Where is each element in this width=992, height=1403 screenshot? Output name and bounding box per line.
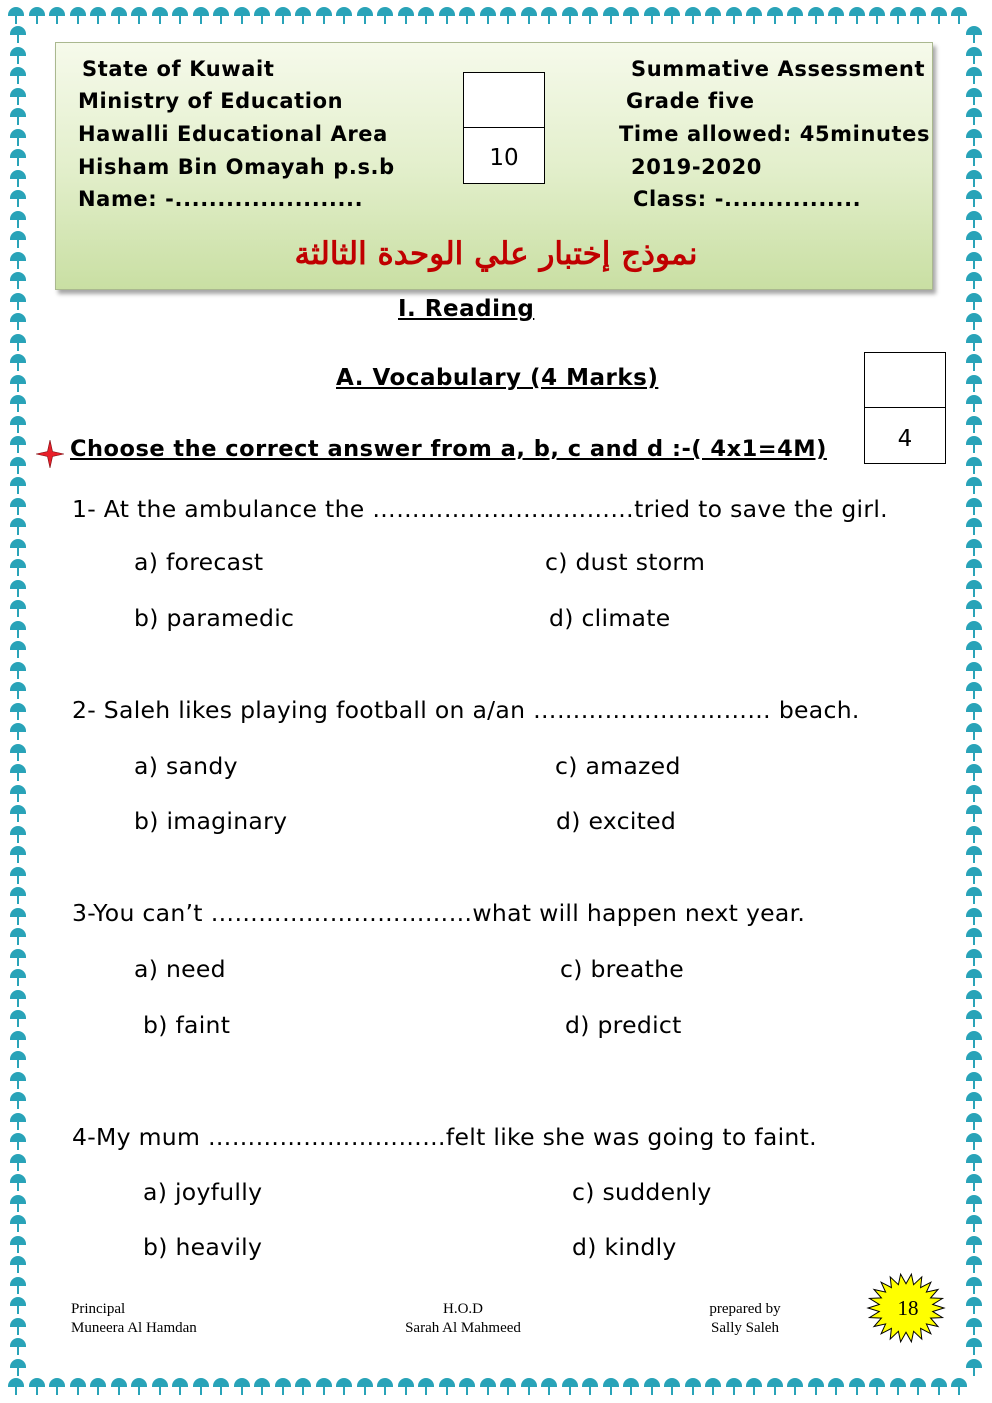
umbrella-border-icon — [70, 7, 86, 25]
umbrella-border-icon — [966, 67, 982, 85]
umbrella-border-icon — [10, 518, 26, 536]
page-number-badge — [858, 1272, 950, 1344]
umbrella-border-icon — [10, 498, 26, 516]
umbrella-border-icon — [787, 1378, 803, 1396]
umbrella-border-icon — [398, 7, 414, 25]
umbrella-border-icon — [193, 7, 209, 25]
score-divider — [865, 407, 945, 408]
umbrella-border-icon — [685, 7, 701, 25]
arabic-title: نموذج إختبار علي الوحدة الثالثة — [294, 236, 698, 272]
umbrella-border-icon — [10, 1072, 26, 1090]
umbrella-border-icon — [966, 457, 982, 475]
vocabulary-score-box[interactable] — [864, 352, 946, 464]
q3-option-a[interactable]: a) need — [134, 955, 226, 983]
umbrella-border-icon — [966, 498, 982, 516]
umbrella-border-icon — [10, 703, 26, 721]
umbrella-border-icon — [521, 1378, 537, 1396]
umbrella-border-icon — [10, 47, 26, 65]
header-school: Hisham Bin Omayah p.s.b — [78, 155, 395, 179]
question-2: 2- Saleh likes playing football on a/an ………………………… beach. — [72, 696, 860, 724]
page-border-left — [8, 26, 28, 1377]
umbrella-border-icon — [10, 457, 26, 475]
umbrella-border-icon — [295, 1378, 311, 1396]
umbrella-border-icon — [10, 908, 26, 926]
q2-option-a[interactable]: a) sandy — [134, 752, 238, 780]
umbrella-border-icon — [377, 7, 393, 25]
umbrella-border-icon — [10, 1195, 26, 1213]
umbrella-border-icon — [10, 559, 26, 577]
umbrella-border-icon — [418, 1378, 434, 1396]
q2-option-b[interactable]: b) imaginary — [134, 807, 288, 835]
umbrella-border-icon — [10, 272, 26, 290]
umbrella-border-icon — [808, 1378, 824, 1396]
umbrella-border-icon — [966, 539, 982, 557]
umbrella-border-icon — [623, 1378, 639, 1396]
umbrella-border-icon — [49, 1378, 65, 1396]
header-grade: Grade five — [626, 89, 755, 113]
q1-option-c[interactable]: c) dust storm — [545, 548, 706, 576]
umbrella-border-icon — [10, 580, 26, 598]
umbrella-border-icon — [10, 1174, 26, 1192]
umbrella-border-icon — [10, 682, 26, 700]
umbrella-border-icon — [828, 1378, 844, 1396]
umbrella-border-icon — [357, 7, 373, 25]
umbrella-border-icon — [966, 129, 982, 147]
umbrella-border-icon — [582, 1378, 598, 1396]
umbrella-border-icon — [746, 7, 762, 25]
umbrella-border-icon — [966, 26, 982, 44]
umbrella-border-icon — [10, 313, 26, 331]
umbrella-border-icon — [541, 1378, 557, 1396]
umbrella-border-icon — [377, 1378, 393, 1396]
umbrella-border-icon — [10, 1318, 26, 1336]
umbrella-border-icon — [10, 1297, 26, 1315]
umbrella-border-icon — [10, 826, 26, 844]
umbrella-border-icon — [685, 1378, 701, 1396]
umbrella-border-icon — [10, 621, 26, 639]
umbrella-border-icon — [10, 785, 26, 803]
umbrella-border-icon — [541, 7, 557, 25]
umbrella-border-icon — [705, 1378, 721, 1396]
umbrella-border-icon — [500, 1378, 516, 1396]
umbrella-border-icon — [500, 7, 516, 25]
umbrella-border-icon — [966, 949, 982, 967]
umbrella-border-icon — [966, 211, 982, 229]
umbrella-border-icon — [623, 7, 639, 25]
umbrella-border-icon — [966, 518, 982, 536]
umbrella-border-icon — [10, 1359, 26, 1377]
umbrella-border-icon — [951, 7, 967, 25]
umbrella-border-icon — [966, 88, 982, 106]
umbrella-border-icon — [10, 723, 26, 741]
umbrella-border-icon — [10, 1277, 26, 1295]
umbrella-border-icon — [890, 1378, 906, 1396]
umbrella-border-icon — [966, 621, 982, 639]
umbrella-border-icon — [664, 7, 680, 25]
umbrella-border-icon — [890, 7, 906, 25]
umbrella-border-icon — [966, 272, 982, 290]
q4-option-b[interactable]: b) heavily — [143, 1233, 263, 1261]
umbrella-border-icon — [10, 190, 26, 208]
umbrella-border-icon — [10, 744, 26, 762]
umbrella-border-icon — [275, 1378, 291, 1396]
umbrella-border-icon — [10, 354, 26, 372]
umbrella-border-icon — [275, 7, 291, 25]
umbrella-border-icon — [966, 641, 982, 659]
umbrella-border-icon — [10, 600, 26, 618]
umbrella-border-icon — [10, 1256, 26, 1274]
class-field[interactable]: Class: -................ — [633, 187, 862, 211]
umbrella-border-icon — [459, 1378, 475, 1396]
umbrella-border-icon — [336, 7, 352, 25]
umbrella-border-icon — [10, 129, 26, 147]
q3-option-b[interactable]: b) faint — [143, 1011, 231, 1039]
umbrella-border-icon — [966, 170, 982, 188]
umbrella-border-icon — [966, 47, 982, 65]
principal-title: Principal — [71, 1301, 126, 1317]
header-assessment: Summative Assessment — [631, 57, 926, 81]
umbrella-border-icon — [10, 26, 26, 44]
umbrella-border-icon — [10, 149, 26, 167]
star-bullet-icon — [36, 440, 64, 468]
umbrella-border-icon — [705, 7, 721, 25]
umbrella-border-icon — [10, 641, 26, 659]
q1-option-d[interactable]: d) climate — [549, 604, 671, 632]
umbrella-border-icon — [664, 1378, 680, 1396]
question-1: 1- At the ambulance the ……………………………tried to save the girl. — [72, 495, 888, 523]
umbrella-border-icon — [459, 7, 475, 25]
footer-hod — [398, 1300, 528, 1338]
umbrella-border-icon — [966, 1031, 982, 1049]
umbrella-border-icon — [966, 477, 982, 495]
umbrella-border-icon — [603, 7, 619, 25]
umbrella-border-icon — [966, 108, 982, 126]
umbrella-border-icon — [966, 1092, 982, 1110]
umbrella-border-icon — [966, 1133, 982, 1151]
umbrella-border-icon — [966, 908, 982, 926]
umbrella-border-icon — [767, 1378, 783, 1396]
umbrella-border-icon — [966, 1051, 982, 1069]
umbrella-border-icon — [398, 1378, 414, 1396]
umbrella-border-icon — [910, 7, 926, 25]
umbrella-border-icon — [966, 846, 982, 864]
umbrella-border-icon — [10, 969, 26, 987]
umbrella-border-icon — [966, 1072, 982, 1090]
umbrella-border-icon — [582, 7, 598, 25]
umbrella-border-icon — [234, 7, 250, 25]
umbrella-border-icon — [70, 1378, 86, 1396]
umbrella-border-icon — [966, 1215, 982, 1233]
umbrella-border-icon — [172, 1378, 188, 1396]
umbrella-border-icon — [10, 1031, 26, 1049]
umbrella-border-icon — [234, 1378, 250, 1396]
umbrella-border-icon — [966, 395, 982, 413]
umbrella-border-icon — [336, 1378, 352, 1396]
umbrella-border-icon — [966, 1236, 982, 1254]
umbrella-border-icon — [10, 108, 26, 126]
umbrella-border-icon — [787, 7, 803, 25]
umbrella-border-icon — [521, 7, 537, 25]
umbrella-border-icon — [966, 764, 982, 782]
umbrella-border-icon — [10, 846, 26, 864]
umbrella-border-icon — [131, 7, 147, 25]
umbrella-border-icon — [10, 1092, 26, 1110]
hod-name: Sarah Al Mahmeed — [405, 1320, 521, 1336]
umbrella-border-icon — [439, 7, 455, 25]
umbrella-border-icon — [10, 211, 26, 229]
umbrella-border-icon — [966, 682, 982, 700]
umbrella-border-icon — [966, 190, 982, 208]
umbrella-border-icon — [966, 785, 982, 803]
q1-option-a[interactable]: a) forecast — [134, 548, 264, 576]
umbrella-border-icon — [316, 1378, 332, 1396]
hod-title: H.O.D — [443, 1301, 483, 1317]
umbrella-border-icon — [10, 539, 26, 557]
umbrella-border-icon — [10, 334, 26, 352]
umbrella-border-icon — [966, 826, 982, 844]
umbrella-border-icon — [10, 1338, 26, 1356]
umbrella-border-icon — [966, 600, 982, 618]
header-ministry: Ministry of Education — [78, 89, 344, 113]
umbrella-border-icon — [10, 990, 26, 1008]
umbrella-border-icon — [966, 334, 982, 352]
q4-option-c[interactable]: c) suddenly — [572, 1178, 712, 1206]
umbrella-border-icon — [10, 67, 26, 85]
footer-prepared — [700, 1300, 790, 1338]
umbrella-border-icon — [10, 949, 26, 967]
umbrella-border-icon — [29, 7, 45, 25]
umbrella-border-icon — [213, 1378, 229, 1396]
umbrella-border-icon — [966, 1195, 982, 1213]
umbrella-border-icon — [254, 1378, 270, 1396]
umbrella-border-icon — [480, 1378, 496, 1396]
q3-option-d[interactable]: d) predict — [565, 1011, 682, 1039]
umbrella-border-icon — [644, 7, 660, 25]
umbrella-border-icon — [357, 1378, 373, 1396]
umbrella-border-icon — [152, 1378, 168, 1396]
umbrella-border-icon — [966, 928, 982, 946]
umbrella-border-icon — [10, 88, 26, 106]
instruction-text: Choose the correct answer from a, b, c and d :-( 4x1=4M) — [70, 436, 827, 462]
umbrella-border-icon — [10, 436, 26, 454]
umbrella-border-icon — [10, 170, 26, 188]
umbrella-border-icon — [10, 1051, 26, 1069]
principal-name: Muneera Al Hamdan — [71, 1320, 197, 1336]
umbrella-border-icon — [966, 1113, 982, 1131]
question-4: 4-My mum …………………………felt like she was going to faint. — [72, 1123, 817, 1151]
name-field[interactable]: Name: -...................... — [78, 187, 364, 211]
umbrella-border-icon — [966, 723, 982, 741]
umbrella-border-icon — [213, 7, 229, 25]
umbrella-border-icon — [193, 1378, 209, 1396]
page-border-bottom — [8, 1377, 984, 1397]
umbrella-border-icon — [966, 416, 982, 434]
umbrella-border-icon — [966, 1256, 982, 1274]
umbrella-border-icon — [966, 354, 982, 372]
umbrella-border-icon — [8, 7, 24, 25]
umbrella-border-icon — [966, 559, 982, 577]
umbrella-border-icon — [10, 293, 26, 311]
prepared-title: prepared by — [709, 1301, 781, 1317]
umbrella-border-icon — [966, 375, 982, 393]
header-area: Hawalli Educational Area — [78, 122, 388, 146]
umbrella-border-icon — [562, 7, 578, 25]
umbrella-border-icon — [966, 149, 982, 167]
umbrella-border-icon — [644, 1378, 660, 1396]
umbrella-border-icon — [726, 1378, 742, 1396]
total-score-box[interactable] — [463, 72, 545, 184]
umbrella-border-icon — [966, 1154, 982, 1172]
umbrella-border-icon — [10, 1113, 26, 1131]
score-divider — [464, 127, 544, 128]
umbrella-border-icon — [10, 375, 26, 393]
umbrella-border-icon — [966, 805, 982, 823]
umbrella-border-icon — [10, 1154, 26, 1172]
umbrella-border-icon — [910, 1378, 926, 1396]
umbrella-border-icon — [869, 1378, 885, 1396]
umbrella-border-icon — [966, 1174, 982, 1192]
q4-option-d[interactable]: d) kindly — [572, 1233, 677, 1261]
total-score-value: 10 — [489, 145, 519, 171]
umbrella-border-icon — [951, 1378, 967, 1396]
umbrella-border-icon — [10, 1133, 26, 1151]
umbrella-border-icon — [603, 1378, 619, 1396]
umbrella-border-icon — [480, 7, 496, 25]
q2-option-c[interactable]: c) amazed — [555, 752, 681, 780]
umbrella-border-icon — [254, 7, 270, 25]
umbrella-border-icon — [966, 1318, 982, 1336]
umbrella-border-icon — [966, 867, 982, 885]
umbrella-border-icon — [849, 1378, 865, 1396]
umbrella-border-icon — [111, 7, 127, 25]
umbrella-border-icon — [418, 7, 434, 25]
vocabulary-score-value: 4 — [897, 426, 913, 452]
umbrella-border-icon — [439, 1378, 455, 1396]
umbrella-border-icon — [966, 580, 982, 598]
section-title: I. Reading — [398, 296, 535, 322]
header-state: State of Kuwait — [82, 57, 275, 81]
umbrella-border-icon — [10, 764, 26, 782]
umbrella-border-icon — [966, 293, 982, 311]
umbrella-border-icon — [966, 887, 982, 905]
q3-option-c[interactable]: c) breathe — [560, 955, 685, 983]
q2-option-d[interactable]: d) excited — [556, 807, 677, 835]
footer-principal — [71, 1300, 197, 1338]
umbrella-border-icon — [966, 436, 982, 454]
umbrella-border-icon — [869, 7, 885, 25]
umbrella-border-icon — [10, 416, 26, 434]
umbrella-border-icon — [828, 7, 844, 25]
umbrella-border-icon — [10, 1236, 26, 1254]
umbrella-border-icon — [10, 395, 26, 413]
umbrella-border-icon — [966, 744, 982, 762]
umbrella-border-icon — [966, 1297, 982, 1315]
q4-option-a[interactable]: a) joyfully — [143, 1178, 263, 1206]
q1-option-b[interactable]: b) paramedic — [134, 604, 295, 632]
header-time: Time allowed: 45minutes — [619, 122, 931, 146]
umbrella-border-icon — [746, 1378, 762, 1396]
umbrella-border-icon — [966, 1359, 982, 1377]
umbrella-border-icon — [10, 1010, 26, 1028]
umbrella-border-icon — [172, 7, 188, 25]
umbrella-border-icon — [966, 313, 982, 331]
prepared-name: Sally Saleh — [711, 1320, 779, 1336]
umbrella-border-icon — [966, 662, 982, 680]
umbrella-border-icon — [726, 7, 742, 25]
page-number: 18 — [897, 1296, 919, 1320]
umbrella-border-icon — [111, 1378, 127, 1396]
umbrella-border-icon — [10, 1215, 26, 1233]
umbrella-border-icon — [10, 928, 26, 946]
umbrella-border-icon — [562, 1378, 578, 1396]
umbrella-border-icon — [10, 887, 26, 905]
umbrella-border-icon — [808, 7, 824, 25]
umbrella-border-icon — [966, 1010, 982, 1028]
umbrella-border-icon — [49, 7, 65, 25]
umbrella-border-icon — [90, 1378, 106, 1396]
umbrella-border-icon — [316, 7, 332, 25]
umbrella-border-icon — [10, 867, 26, 885]
umbrella-border-icon — [295, 7, 311, 25]
page-border-right — [964, 26, 984, 1377]
header-year: 2019-2020 — [631, 155, 763, 179]
page-border-top — [8, 6, 984, 26]
umbrella-border-icon — [767, 7, 783, 25]
umbrella-border-icon — [966, 1277, 982, 1295]
umbrella-border-icon — [931, 1378, 947, 1396]
umbrella-border-icon — [10, 662, 26, 680]
umbrella-border-icon — [966, 969, 982, 987]
umbrella-border-icon — [131, 1378, 147, 1396]
subsection-title: A. Vocabulary (4 Marks) — [336, 365, 659, 391]
umbrella-border-icon — [90, 7, 106, 25]
umbrella-border-icon — [966, 1338, 982, 1356]
umbrella-border-icon — [849, 7, 865, 25]
umbrella-border-icon — [10, 477, 26, 495]
umbrella-border-icon — [8, 1378, 24, 1396]
umbrella-border-icon — [931, 7, 947, 25]
umbrella-border-icon — [29, 1378, 45, 1396]
umbrella-border-icon — [966, 703, 982, 721]
question-3: 3-You can’t ……………………………what will happen next year. — [72, 899, 806, 927]
umbrella-border-icon — [10, 805, 26, 823]
umbrella-border-icon — [152, 7, 168, 25]
umbrella-border-icon — [966, 990, 982, 1008]
